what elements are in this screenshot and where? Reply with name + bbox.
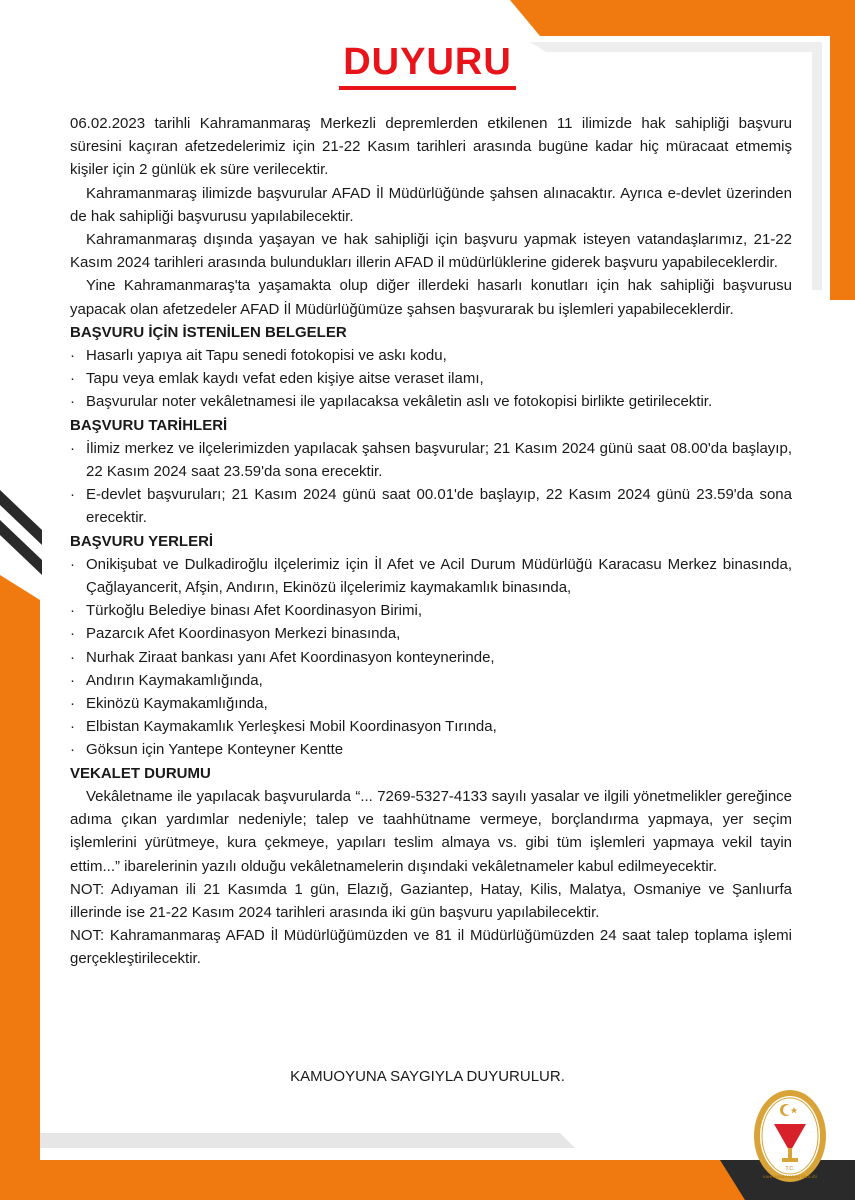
section-heading-places: BAŞVURU YERLERİ	[70, 532, 214, 550]
left-orange-band	[0, 575, 40, 1200]
note-paragraph: NOT: Kahramanmaraş AFAD İl Müdürlüğümüzden ve 81 il Müdürlüğümüzden 24 saat talep toplama işlemi gerçekleştirilecektir.	[70, 927, 792, 968]
governorship-seal-icon	[752, 1088, 828, 1184]
list-item: · Ekinözü Kaymakamlığında,	[70, 692, 792, 715]
section-heading-dates: BAŞVURU TARİHLERİ	[70, 416, 228, 434]
note-paragraph: NOT: Adıyaman ili 21 Kasımda 1 gün, Elazığ, Gaziantep, Hatay, Kilis, Malatya, Osmaniye ve Şanlıurfa illerinde ise 21-22 Kasım 2024 tarihleri arasında iki gün başvuru yapılabilecektir.	[70, 880, 792, 921]
proxy-paragraph: Vekâletname ile yapılacak başvurularda “... 7269-5327-4133 sayılı yasalar ve ilgili yönetmelikler gereğince adıma çıkan yardımlar nedeniyle; talep ve taahhütname vermeye, borçlandırma yapmaya, yer seçim işlemlerini yürütmeye, kura çekmeye, yapıları teslim almaya vs. gibi tüm işlemleri yapmaya vekil tayin ettim...” ibarelerinin yazılı olduğu vekâletnamelerin dışındaki vekâletnameler kabul edilmeyecektir.	[70, 787, 792, 875]
list-item: · Andırın Kaymakamlığında,	[70, 669, 792, 692]
paragraph: Kahramanmaraş ilimizde başvurular AFAD İl Müdürlüğünde şahsen alınacaktır. Ayrıca e-devlet üzerinden de hak sahipliği başvurusu yapılabilecektir.	[70, 184, 792, 225]
list-item: · E-devlet başvuruları; 21 Kasım 2024 günü saat 00.01'de başlayıp, 22 Kasım 2024 günü 23.59'da sona erecektir.	[70, 483, 792, 529]
list-item: · Hasarlı yapıya ait Tapu senedi fotokopisi ve askı kodu,	[70, 344, 792, 367]
paragraph: 06.02.2023 tarihli Kahramanmaraş Merkezli depremlerden etkilenen 11 ilimizde hak sahipliği başvuru süresini kaçıran afetzedelerimiz için 21-22 Kasım tarihleri arasında bugüne kadar hiç müracaat etmemiş kişiler için 2 günlük ek süre verilecektir.	[70, 115, 792, 179]
bottom-gray-band	[40, 1133, 575, 1148]
section-heading-documents: BAŞVURU İÇİN İSTENİLEN BELGELER	[70, 323, 347, 341]
list-item: · Türkoğlu Belediye binası Afet Koordinasyon Birimi,	[70, 599, 792, 622]
seal-ring-text: KAHRAMANMARAŞ VALİLİĞİ	[763, 1174, 817, 1179]
page-title: DUYURU	[339, 40, 516, 90]
list-item: · Tapu veya emlak kaydı vefat eden kişiye aitse veraset ilamı,	[70, 367, 792, 390]
list-item: · Nurhak Ziraat bankası yanı Afet Koordinasyon konteynerinde,	[70, 646, 792, 669]
section-heading-proxy: VEKALET DURUMU	[70, 764, 211, 782]
seal-top-text: T.C.	[785, 1166, 795, 1172]
paragraph: Kahramanmaraş dışında yaşayan ve hak sahipliği için başvuru yapmak isteyen vatandaşlarımız, 21-22 Kasım 2024 tarihleri arasında bulundukları illerin AFAD il müdürlüklerine giderek başvuru yapabileceklerdir.	[70, 231, 792, 272]
list-item: · Elbistan Kaymakamlık Yerleşkesi Mobil Koordinasyon Tırında,	[70, 715, 792, 738]
closing-statement: KAMUOYUNA SAYGIYLA DUYURULUR.	[290, 1068, 565, 1085]
announcement-body	[70, 112, 792, 971]
list-item: · Onikişubat ve Dulkadiroğlu ilçelerimiz için İl Afet ve Acil Durum Müdürlüğü Karacasu Merkez binasında, Çağlayancerit, Afşin, Andırın, Ekinözü ilçelerimiz kaymakamlık binasında,	[70, 553, 792, 599]
list-item: · Göksun için Yantepe Konteyner Kentte	[70, 738, 792, 761]
list-item: · İlimiz merkez ve ilçelerimizden yapılacak şahsen başvurular; 21 Kasım 2024 günü saat 08.00'da başlayıp, 22 Kasım 2024 saat 23.59'da sona erecektir.	[70, 437, 792, 483]
bottom-orange-band	[0, 1160, 760, 1200]
title-container	[0, 40, 855, 90]
list-item: · Pazarcık Afet Koordinasyon Merkezi binasında,	[70, 622, 792, 645]
list-item: · Başvurular noter vekâletnamesi ile yapılacaksa vekâletin aslı ve fotokopisi birlikte getirilecektir.	[70, 390, 792, 413]
paragraph: Yine Kahramanmaraş'ta yaşamakta olup diğer illerdeki hasarlı konutları için hak sahipliği başvurusu yapacak olan afetzedeler AFAD İl Müdürlüğümüze şahsen başvurarak bu işlemleri yapabileceklerdir.	[70, 277, 792, 318]
